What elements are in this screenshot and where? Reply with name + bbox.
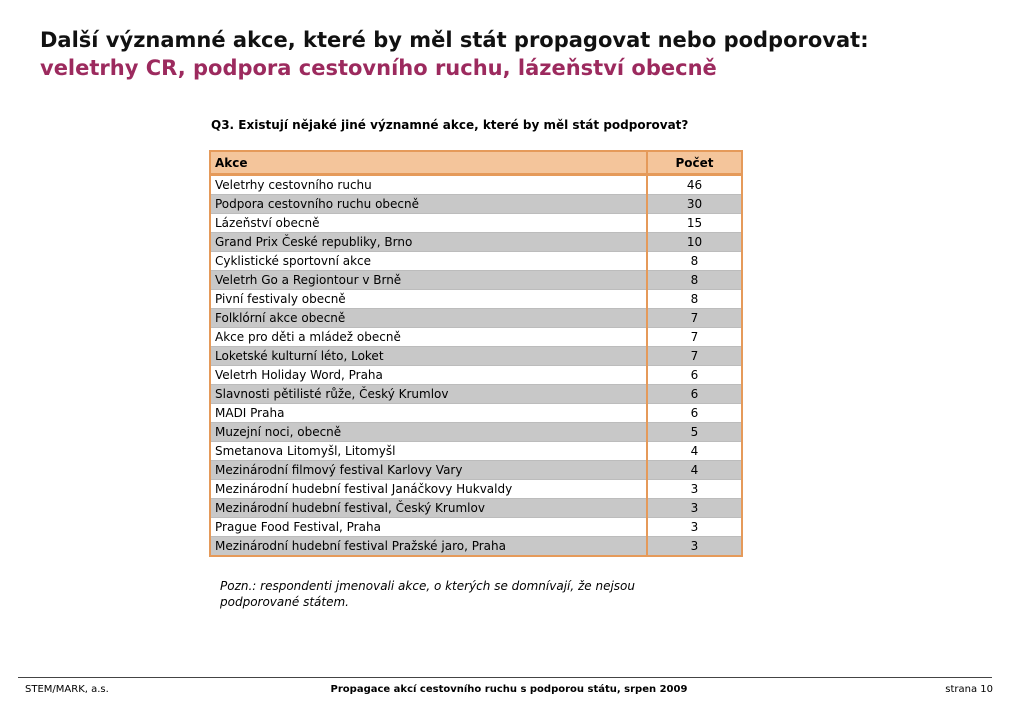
cell-pocet: 8 xyxy=(647,252,741,271)
cell-akce: Lázeňství obecně xyxy=(211,214,647,233)
cell-pocet: 8 xyxy=(647,271,741,290)
title-subtitle: veletrhy CR, podpora cestovního ruchu, lázeňství obecně xyxy=(40,56,717,80)
title-main: Další významné akce, které by měl stát propagovat nebo podporovat: xyxy=(40,28,869,52)
footer-page-number: strana 10 xyxy=(945,684,993,695)
table-row xyxy=(211,423,741,442)
table-row xyxy=(211,518,741,537)
table-row xyxy=(211,537,741,556)
cell-pocet: 7 xyxy=(647,347,741,366)
table-row xyxy=(211,271,741,290)
cell-akce: Mezinárodní hudební festival Pražské jaro, Praha xyxy=(211,537,647,556)
footer-divider xyxy=(18,677,992,678)
cell-pocet: 7 xyxy=(647,328,741,347)
cell-akce: Pivní festivaly obecně xyxy=(211,290,647,309)
table-row xyxy=(211,366,741,385)
cell-pocet: 3 xyxy=(647,537,741,556)
cell-akce: Slavnosti pětilisté růže, Český Krumlov xyxy=(211,385,647,404)
cell-akce: Akce pro děti a mládež obecně xyxy=(211,328,647,347)
cell-pocet: 8 xyxy=(647,290,741,309)
cell-akce: Folklórní akce obecně xyxy=(211,309,647,328)
cell-pocet: 4 xyxy=(647,461,741,480)
cell-akce: Smetanova Litomyšl, Litomyšl xyxy=(211,442,647,461)
table-header-row xyxy=(211,152,741,175)
cell-pocet: 46 xyxy=(647,175,741,195)
table-row xyxy=(211,347,741,366)
table-row xyxy=(211,328,741,347)
table-row xyxy=(211,442,741,461)
cell-pocet: 10 xyxy=(647,233,741,252)
table-row xyxy=(211,290,741,309)
cell-akce: Veletrh Go a Regiontour v Brně xyxy=(211,271,647,290)
footer-company: STEM/MARK, a.s. xyxy=(25,684,109,695)
cell-akce: Loketské kulturní léto, Loket xyxy=(211,347,647,366)
cell-pocet: 5 xyxy=(647,423,741,442)
cell-akce: Prague Food Festival, Praha xyxy=(211,518,647,537)
cell-akce: Cyklistické sportovní akce xyxy=(211,252,647,271)
cell-akce: Mezinárodní filmový festival Karlovy Vary xyxy=(211,461,647,480)
cell-pocet: 7 xyxy=(647,309,741,328)
table-row xyxy=(211,499,741,518)
table-row xyxy=(211,175,741,195)
table-row xyxy=(211,461,741,480)
page-title xyxy=(40,26,1000,82)
events-table xyxy=(209,150,743,557)
cell-akce: Mezinárodní hudební festival, Český Krumlov xyxy=(211,499,647,518)
table-row xyxy=(211,195,741,214)
cell-pocet: 3 xyxy=(647,480,741,499)
table-row xyxy=(211,404,741,423)
cell-pocet: 30 xyxy=(647,195,741,214)
column-header-akce: Akce xyxy=(211,152,647,175)
table-row xyxy=(211,309,741,328)
cell-pocet: 6 xyxy=(647,404,741,423)
cell-akce: Grand Prix České republiky, Brno xyxy=(211,233,647,252)
cell-akce: Podpora cestovního ruchu obecně xyxy=(211,195,647,214)
cell-pocet: 15 xyxy=(647,214,741,233)
table-row xyxy=(211,252,741,271)
cell-pocet: 4 xyxy=(647,442,741,461)
cell-akce: Muzejní noci, obecně xyxy=(211,423,647,442)
cell-pocet: 6 xyxy=(647,385,741,404)
cell-akce: Mezinárodní hudební festival Janáčkovy Hukvaldy xyxy=(211,480,647,499)
table-row xyxy=(211,480,741,499)
cell-akce: Veletrh Holiday Word, Praha xyxy=(211,366,647,385)
table-body xyxy=(211,175,741,556)
column-header-pocet: Počet xyxy=(647,152,741,175)
cell-akce: Veletrhy cestovního ruchu xyxy=(211,175,647,195)
footnote: Pozn.: respondenti jmenovali akce, o kterých se domnívají, že nejsou podporované státem. xyxy=(220,579,636,609)
table-row xyxy=(211,233,741,252)
cell-pocet: 3 xyxy=(647,518,741,537)
cell-akce: MADI Praha xyxy=(211,404,647,423)
cell-pocet: 3 xyxy=(647,499,741,518)
cell-pocet: 6 xyxy=(647,366,741,385)
table-row xyxy=(211,385,741,404)
question-text: Q3. Existují nějaké jiné významné akce, které by měl stát podporovat? xyxy=(211,118,689,132)
table-row xyxy=(211,214,741,233)
footer-title: Propagace akcí cestovního ruchu s podporou státu, srpen 2009 xyxy=(330,684,688,695)
